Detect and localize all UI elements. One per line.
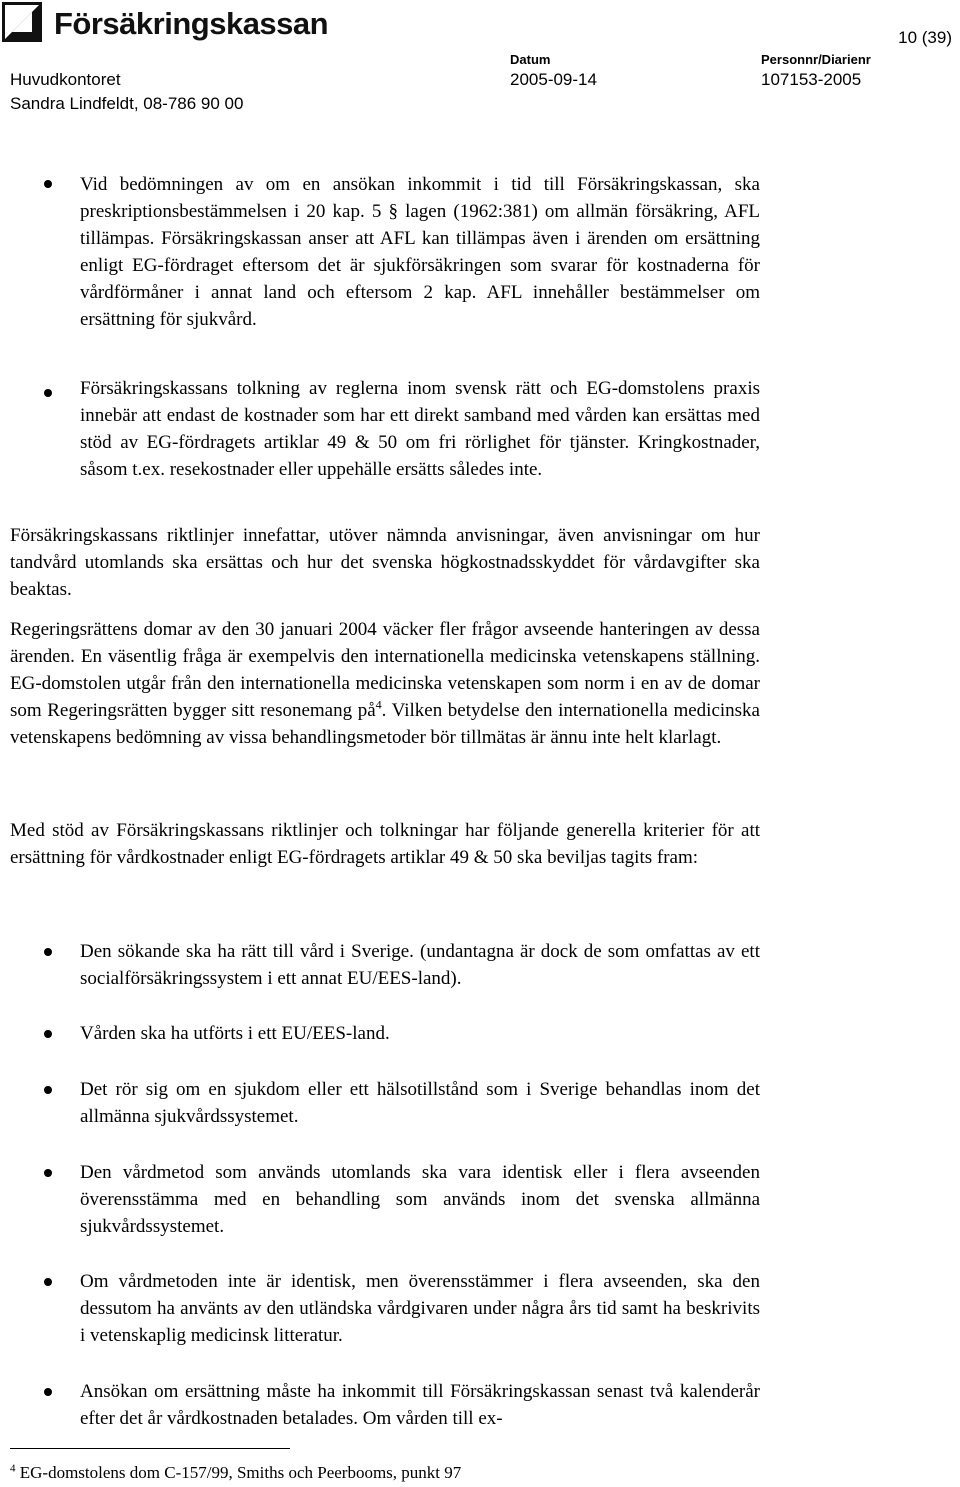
page-number: 10 (39): [898, 28, 952, 47]
office-name: Huvudkontoret: [10, 70, 121, 89]
footnote-divider: [10, 1448, 290, 1449]
bullet-icon: [44, 180, 52, 188]
date-label: Datum: [510, 52, 551, 67]
list-item: Ansökan om ersättning måste ha inkommit till Försäkringskassan senast två kalenderår efter det år vårdkostnaden betalades. Om vården till ex-: [80, 1381, 760, 1429]
list-item: Vården ska ha utförts i ett EU/EES-land.: [80, 1023, 390, 1044]
brand-name: Försäkringskassan: [54, 6, 329, 41]
bullet-icon: [44, 1278, 52, 1286]
bullet-icon: [44, 389, 52, 397]
reference-value: 107153-2005: [761, 70, 862, 89]
paragraph: [10, 616, 760, 751]
list-item: Det rör sig om en sjukdom eller ett hälsotillstånd som i Sverige behandlas inom det allmänna sjukvårdssystemet.: [80, 1079, 760, 1127]
date-value: 2005-09-14: [510, 70, 597, 89]
bullet-icon: [44, 1169, 52, 1177]
bullet-icon: [44, 1030, 52, 1038]
paragraph-text: . Vilken betydelse den internationella medicinska vetenskapens bedömning av vissa behandlingsmetoder bör tillmätas är ännu inte helt klarlagt.: [10, 700, 760, 748]
paragraph: Med stöd av Försäkringskassans riktlinjer och tolkningar har följande generella kriterier för att ersättning för vårdkostnader enligt EG-fördragets artiklar 49 & 50 ska beviljas tagits fram:: [10, 820, 760, 868]
logo-icon: [2, 2, 42, 42]
footnote-text: EG-domstolens dom C-157/99, Smiths och Peerbooms, punkt 97: [19, 1463, 462, 1482]
list-item: Den sökande ska ha rätt till vård i Sverige. (undantagna är dock de som omfattas av ett socialförsäkringssystem i ett annat EU/EES-land).: [80, 941, 760, 989]
footnote: [10, 1463, 461, 1483]
footnote-number: 4: [10, 1462, 16, 1475]
list-item: Vid bedömningen av om en ansökan inkommit i tid till Försäkringskassan, ska preskriptionsbestämmelsen i 20 kap. 5 § lagen (1962:381) om allmän försäkring, AFL tillämpas. Försäkringskassan anser att AFL kan tillämpas även i ärenden om ersättning enligt EG-fördraget eftersom det är sjukförsäkringen som svarar för kostnaderna för vårdförmåner i annat land och eftersom 2 kap. AFL innehåller bestämmelser om ersättning för sjukvård.: [80, 174, 760, 330]
footnote-reference: 4: [375, 697, 382, 712]
bullet-icon: [44, 1388, 52, 1396]
paragraph-text: Regeringsrättens domar av den 30 januari 2004 väcker fler frågor avseende hanteringen av dessa ärenden. En väsentlig fråga är exempelvis den internationella medicinska vetenskapens ställning. EG-domstolen utgår från den internationella medicinska vetenskapen som norm i en av de domar som Regeringsrätten bygger sitt resonemang på: [10, 619, 760, 721]
contact-info: Sandra Lindfeldt, 08-786 90 00: [10, 94, 244, 113]
bullet-icon: [44, 1086, 52, 1094]
list-item: Den vårdmetod som används utomlands ska vara identisk eller i flera avseenden överensstämma med en behandling som används inom det svenska allmänna sjukvårdssystemet.: [80, 1162, 760, 1237]
paragraph: Försäkringskassans riktlinjer innefattar, utöver nämnda anvisningar, även anvisningar om hur tandvård utomlands ska ersättas och hur det svenska högkostnadsskyddet för vårdavgifter ska beaktas.: [10, 525, 760, 600]
bullet-icon: [44, 948, 52, 956]
list-item: Om vårdmetoden inte är identisk, men överensstämmer i flera avseenden, ska den dessutom ha använts av den utländska vårdgivaren under några års tid samt ha beskrivits i vetenskaplig medicinsk litteratur.: [80, 1271, 760, 1346]
list-item: Försäkringskassans tolkning av reglerna inom svensk rätt och EG-domstolens praxis innebär att endast de kostnader som har ett direkt samband med vården kan ersättas med stöd av EG-fördragets artiklar 49 & 50 om fri rörlighet för tjänster. Kringkostnader, såsom t.ex. resekostnader eller uppehälle ersätts således inte.: [80, 378, 760, 480]
reference-label: Personnr/Diarienr: [761, 52, 871, 67]
